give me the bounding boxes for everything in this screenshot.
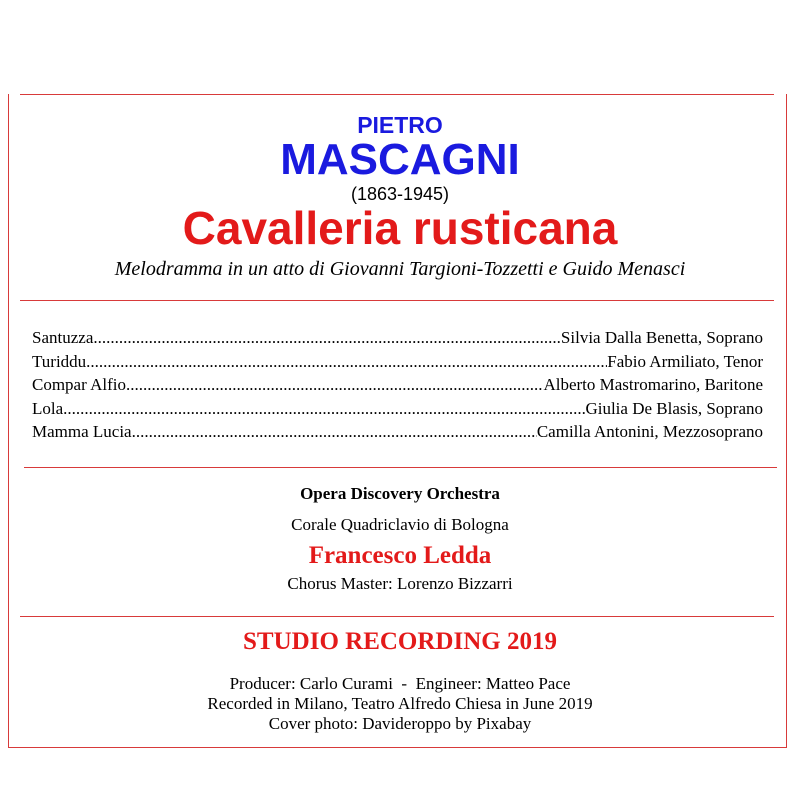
cast-role: Lola: [32, 398, 64, 418]
cast-row: [32, 326, 763, 350]
orchestra-name: Opera Discovery Orchestra: [300, 484, 500, 503]
divider-1: [20, 300, 774, 301]
cast-singer: Giulia De Blasis, Soprano: [585, 398, 763, 418]
cast-row: [32, 397, 763, 421]
divider-2: [24, 467, 777, 468]
recording-heading: STUDIO RECORDING 2019: [243, 628, 557, 655]
divider-3: [20, 616, 774, 617]
dot-leader: [86, 350, 607, 374]
top-rule: [20, 94, 774, 95]
chorus-master: Chorus Master: Lorenzo Bizzarri: [287, 574, 513, 593]
cast-row: [32, 373, 763, 397]
cast-role: Turiddu: [32, 351, 87, 371]
cast-role: Santuzza: [32, 328, 94, 347]
cast-role: Compar Alfio: [32, 375, 126, 394]
credit-location: Recorded in Milano, Teatro Alfredo Chiesa in June 2019: [207, 694, 593, 713]
dot-leader: [132, 420, 537, 444]
cast-singer: Silvia Dalla Benetta, Soprano: [560, 328, 763, 347]
composer-first-name: PIETRO: [357, 112, 443, 138]
cast-singer: Fabio Armiliato, Tenor: [607, 351, 763, 371]
cast-row: [32, 420, 763, 444]
composer-dates: (1863-1945): [350, 184, 450, 204]
credit-producer: Producer: Carlo Curami - Engineer: Matteo Pace: [229, 674, 571, 693]
dot-leader: [126, 373, 544, 397]
chorus-name: Corale Quadriclavio di Bologna: [291, 515, 509, 534]
cast-role: Mamma Lucia: [32, 422, 132, 441]
cast-singer: Camilla Antonini, Mezzosoprano: [536, 422, 763, 441]
dot-leader: [93, 326, 561, 350]
opera-subtitle: Melodramma in un atto di Giovanni Targioni-Tozzetti e Guido Menasci: [114, 258, 686, 280]
conductor-name: Francesco Ledda: [308, 542, 492, 569]
cast-row: [32, 350, 763, 374]
credit-photo: Cover photo: Davideroppo by Pixabay: [268, 714, 532, 733]
cast-singer: Alberto Mastromarino, Baritone: [543, 375, 763, 394]
cast-list: [32, 326, 763, 444]
opera-title: Cavalleria rusticana: [182, 202, 618, 254]
dot-leader: [63, 397, 585, 421]
composer-last-name: MASCAGNI: [280, 135, 520, 184]
